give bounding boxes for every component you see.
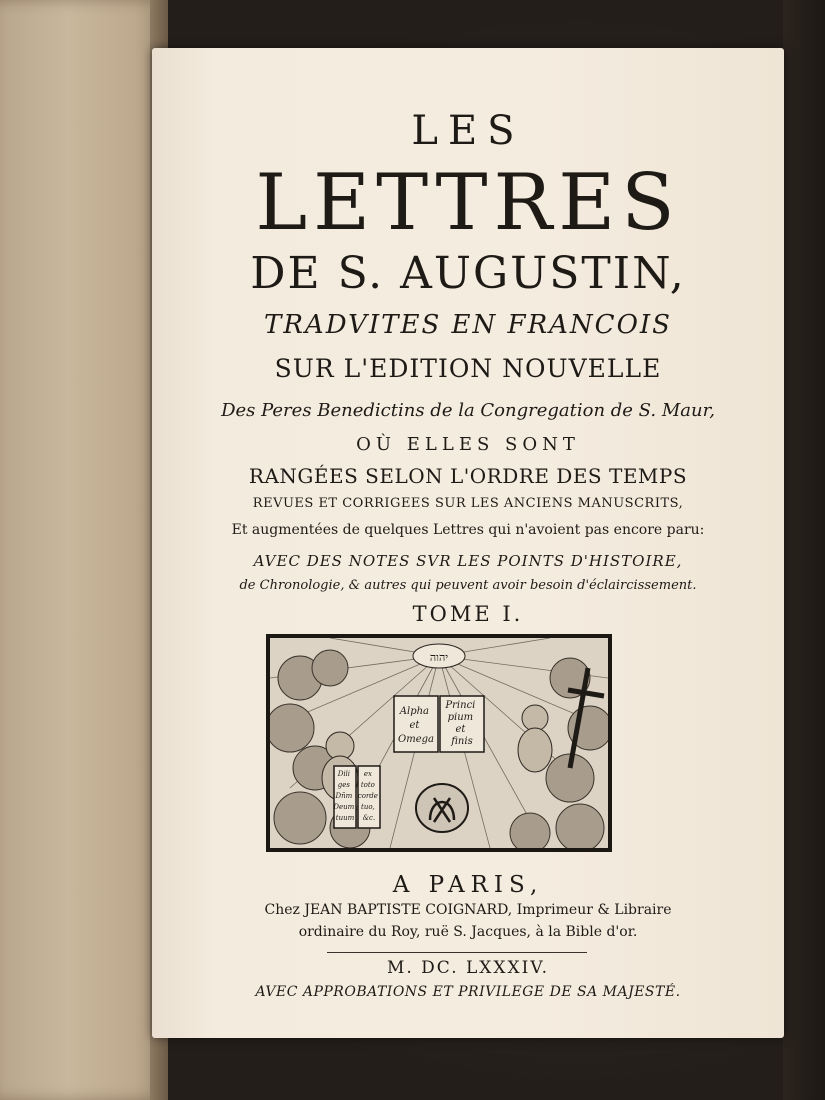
- imprint-address: ordinaire du Roy, ruë S. Jacques, à la Bible d'or.: [298, 924, 638, 940]
- book-left-line-1: Alpha: [399, 706, 430, 717]
- tablet-left-line-5: tuum: [335, 814, 355, 822]
- title-les: LES: [411, 108, 525, 154]
- background-shadow: [783, 0, 825, 1100]
- subtitle-augmentees: Et augmentées de quelques Lettres qui n'avoient pas encore paru:: [231, 522, 705, 538]
- tablet-right-line-5: &c.: [362, 814, 376, 822]
- book-right-line-3: et: [455, 724, 466, 735]
- subtitle-notes: AVEC DES NOTES SVR LES POINTS D'HISTOIRE,: [253, 552, 683, 570]
- tablet-right-line-4: tuo,: [361, 803, 375, 811]
- book-cover: [0, 0, 168, 1100]
- book-right-line-4: finis: [451, 736, 473, 747]
- tablet-left-line-2: ges: [337, 781, 350, 789]
- subtitle-edition: SUR L'EDITION NOUVELLE: [274, 354, 662, 383]
- tablet-left-line-3: Dñm: [335, 792, 353, 800]
- tablet-right-line-1: ex: [363, 770, 372, 778]
- volume-number: TOME I.: [412, 602, 524, 626]
- sun-glyph: יהוה: [429, 651, 449, 664]
- engraving-illustration: [270, 638, 608, 848]
- subtitle-revues: REVUES ET CORRIGEES SUR LES ANCIENS MANUSCRITS,: [252, 496, 684, 511]
- subtitle-rangees: RANGÉES SELON L'ORDRE DES TEMPS: [248, 464, 688, 488]
- subtitle-chronologie: de Chronologie, & autres qui peuvent avoir besoin d'éclaircissement.: [239, 578, 697, 593]
- subtitle-peres: Des Peres Benedictins de la Congregation de S. Maur,: [221, 400, 715, 421]
- imprint-date: M. DC. LXXXIV.: [386, 958, 550, 978]
- printer-device-engraving: [266, 634, 612, 852]
- imprint-privilege: AVEC APPROBATIONS ET PRIVILEGE DE SA MAJESTÉ.: [255, 984, 681, 1000]
- book-left-line-3: Omega: [398, 734, 434, 745]
- subtitle-ou-elles: OÙ ELLES SONT: [356, 434, 580, 455]
- tablet-right-line-2: toto: [360, 781, 375, 789]
- title-lettres: LETTRES: [255, 158, 681, 248]
- tablet-left-line-4: Deum: [333, 803, 355, 811]
- book-right-line-1: Princi: [445, 700, 476, 711]
- book-right-line-2: pium: [447, 712, 474, 723]
- tablet-right-line-3: corde: [357, 792, 378, 800]
- subtitle-traduites: TRADVITES EN FRANCOIS: [264, 310, 672, 340]
- imprint-printer: Chez JEAN BAPTISTE COIGNARD, Imprimeur & Libraire: [264, 902, 672, 918]
- book-left-line-2: et: [409, 720, 420, 731]
- title-de-augustin: DE S. AUGUSTIN,: [250, 248, 686, 299]
- imprint-city: A PARIS,: [392, 872, 544, 898]
- title-page: [152, 48, 784, 1038]
- tablet-left-line-1: Dili: [337, 770, 351, 778]
- imprint-rule: [327, 952, 587, 953]
